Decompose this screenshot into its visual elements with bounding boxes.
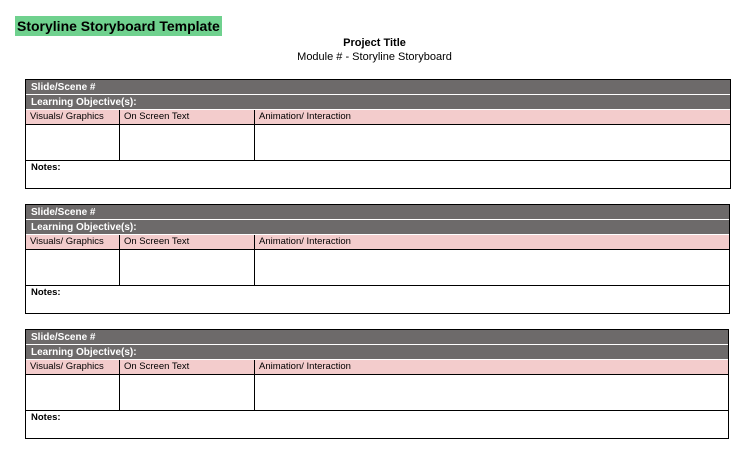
column-header-row <box>26 235 729 250</box>
on-screen-text-cell[interactable] <box>120 125 255 160</box>
content-row <box>26 125 730 161</box>
animation-cell[interactable] <box>255 125 730 160</box>
column-header-animation: Animation/ Interaction <box>259 361 351 372</box>
slide-scene-label[interactable]: Slide/Scene # <box>26 205 729 220</box>
column-header-row <box>26 360 728 375</box>
document-title: Storyline Storyboard Template <box>17 18 220 34</box>
animation-cell[interactable] <box>255 375 728 410</box>
notes-cell[interactable]: Notes: <box>31 162 61 173</box>
on-screen-text-cell[interactable] <box>120 250 255 285</box>
column-header-visuals: Visuals/ Graphics <box>26 110 120 124</box>
notes-cell[interactable]: Notes: <box>31 412 61 423</box>
visuals-cell[interactable] <box>26 125 120 160</box>
animation-cell[interactable] <box>255 250 729 285</box>
slide-scene-label[interactable]: Slide/Scene # <box>26 80 730 95</box>
column-header-on-screen-text: On Screen Text <box>120 360 255 374</box>
column-header-visuals: Visuals/ Graphics <box>26 360 120 374</box>
storyboard-table-3 <box>25 329 729 439</box>
column-header-visuals: Visuals/ Graphics <box>26 235 120 249</box>
storyboard-table-2 <box>25 204 730 314</box>
project-title: Project Title <box>343 37 406 49</box>
column-header-on-screen-text: On Screen Text <box>120 235 255 249</box>
notes-cell[interactable]: Notes: <box>31 287 61 298</box>
visuals-cell[interactable] <box>26 375 120 410</box>
on-screen-text-cell[interactable] <box>120 375 255 410</box>
storyboard-table-1 <box>25 79 731 189</box>
column-header-row <box>26 110 730 125</box>
column-header-animation: Animation/ Interaction <box>259 111 351 122</box>
content-row <box>26 375 728 411</box>
learning-objective-label[interactable]: Learning Objective(s): <box>26 345 728 360</box>
slide-scene-label[interactable]: Slide/Scene # <box>26 330 728 345</box>
module-subtitle: Module # - Storyline Storyboard <box>297 51 452 63</box>
column-header-on-screen-text: On Screen Text <box>120 110 255 124</box>
column-header-animation: Animation/ Interaction <box>259 236 351 247</box>
learning-objective-label[interactable]: Learning Objective(s): <box>26 220 729 235</box>
content-row <box>26 250 729 286</box>
learning-objective-label[interactable]: Learning Objective(s): <box>26 95 730 110</box>
visuals-cell[interactable] <box>26 250 120 285</box>
